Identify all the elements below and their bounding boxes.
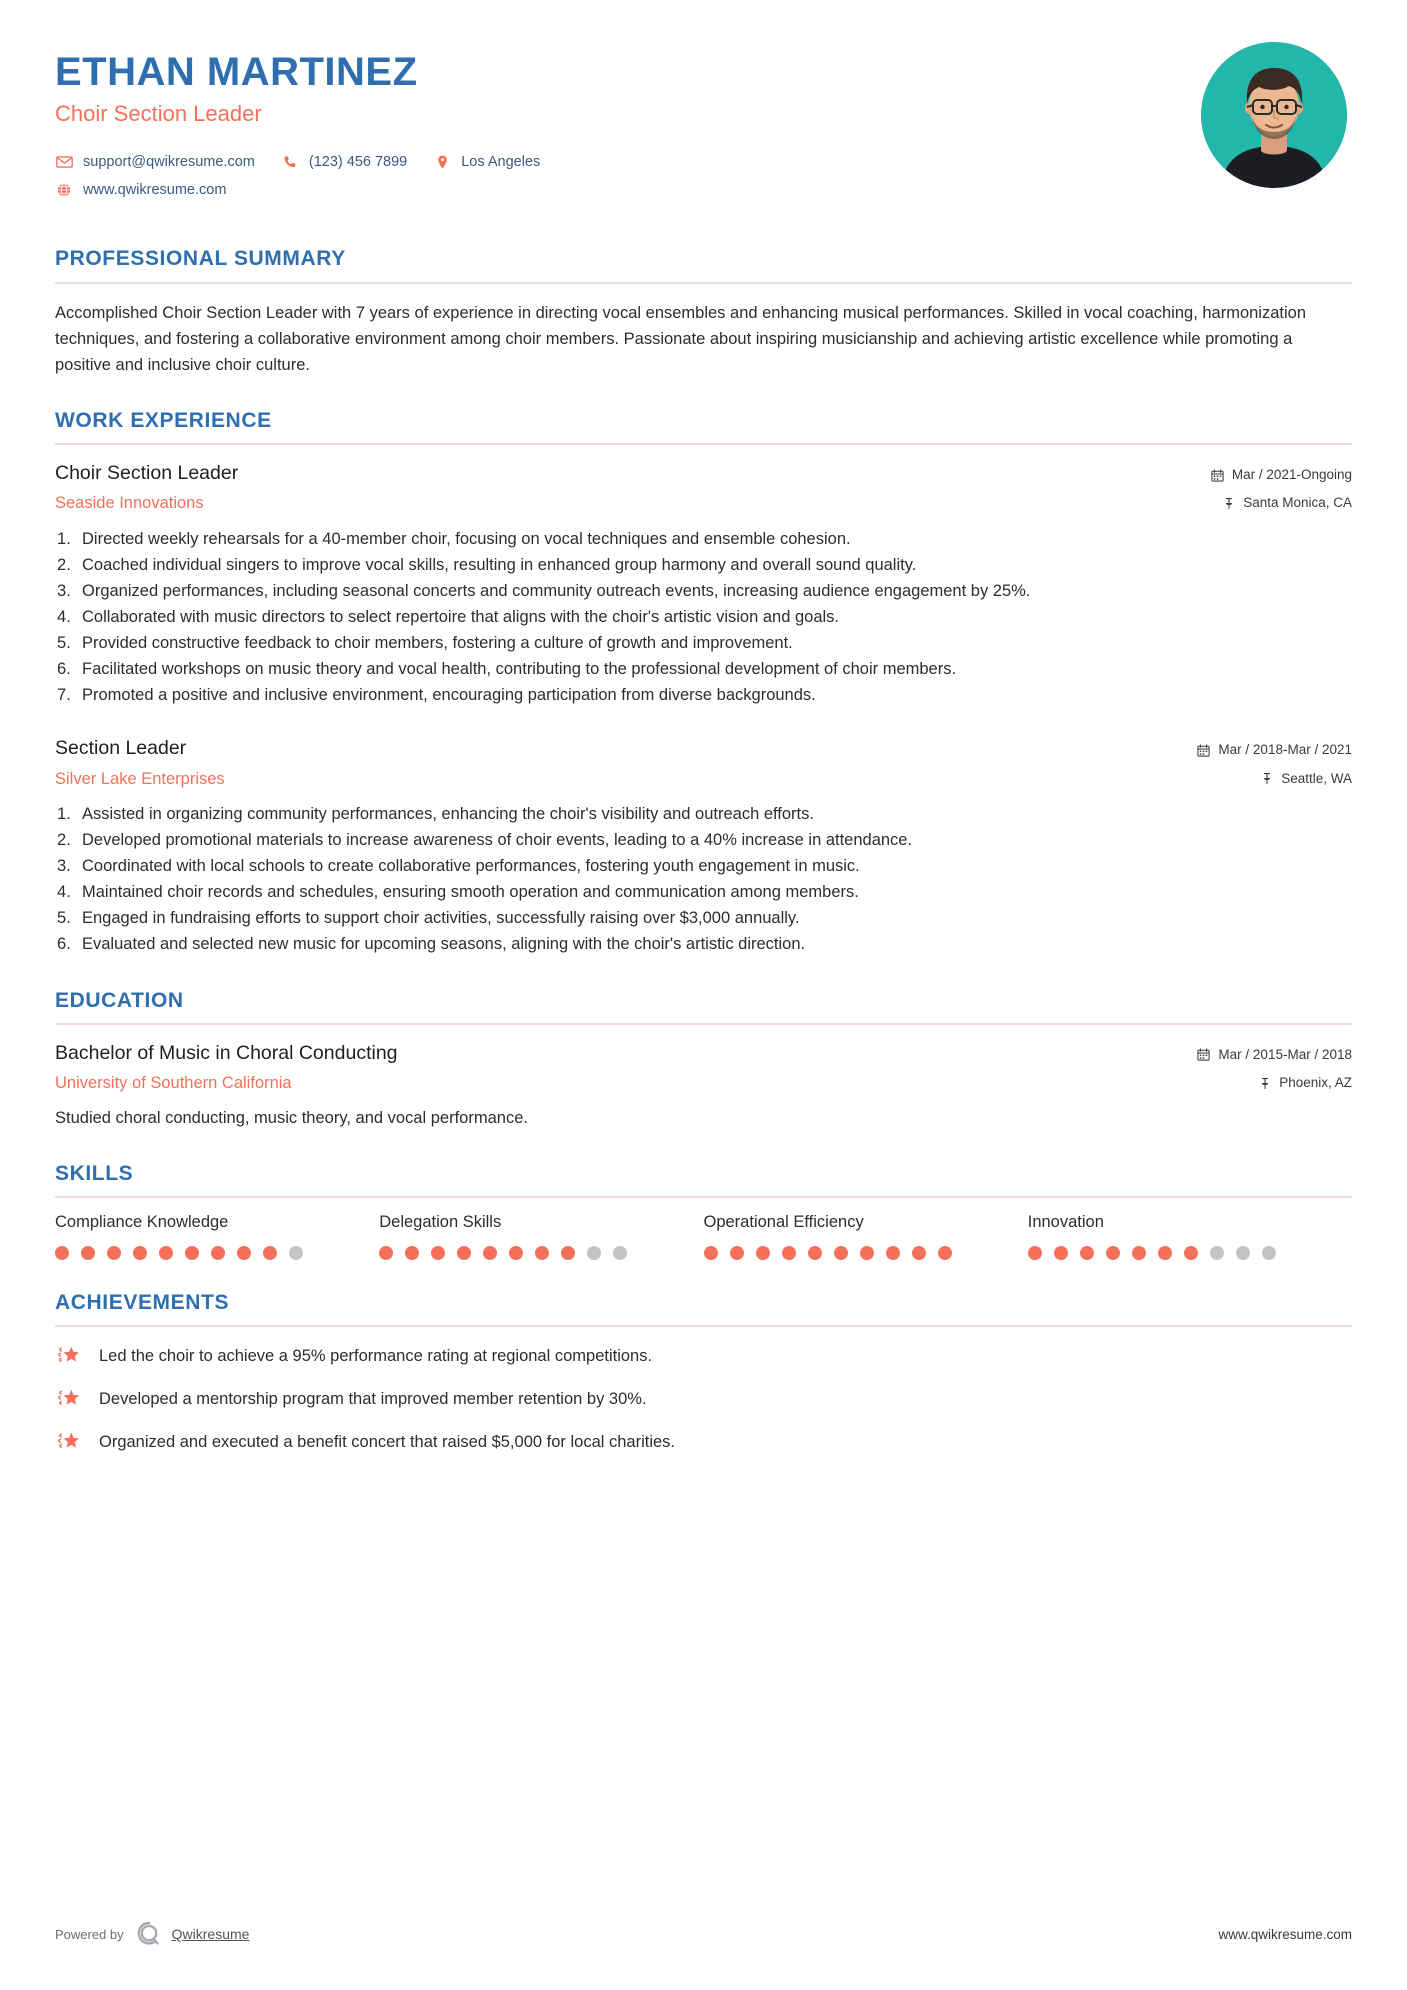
calendar-icon bbox=[1210, 468, 1225, 483]
skill-dot-filled bbox=[1080, 1246, 1094, 1260]
skill-dot-filled bbox=[834, 1246, 848, 1260]
achievement-item bbox=[55, 1429, 1352, 1455]
experience-company: Silver Lake Enterprises bbox=[55, 769, 225, 788]
section-work-experience bbox=[55, 408, 1352, 958]
calendar-icon bbox=[1196, 743, 1211, 758]
skill-dot-filled bbox=[185, 1246, 199, 1260]
skill-dot-filled bbox=[704, 1246, 718, 1260]
achievements-list bbox=[55, 1327, 1352, 1455]
skill-dot-filled bbox=[1158, 1246, 1172, 1260]
pin-icon bbox=[1221, 496, 1236, 511]
section-title-summary: PROFESSIONAL SUMMARY bbox=[55, 247, 346, 271]
education-entry bbox=[55, 1041, 1352, 1131]
bullet-item: Collaborated with music directors to select repertoire that aligns with the choir's artistic vision and goals. bbox=[82, 607, 839, 626]
skill-dot-filled bbox=[535, 1246, 549, 1260]
qwikresume-link[interactable]: Qwikresume bbox=[171, 1926, 250, 1942]
skill-label: Operational Efficiency bbox=[703, 1212, 864, 1231]
skill-dot-filled bbox=[561, 1246, 575, 1260]
star-icon bbox=[55, 1429, 85, 1455]
skill-label: Innovation bbox=[1027, 1212, 1104, 1231]
skill-dot-filled bbox=[912, 1246, 926, 1260]
skill-label: Compliance Knowledge bbox=[55, 1212, 229, 1231]
resume-header bbox=[55, 0, 1352, 216]
bullet-item: Coordinated with local schools to create collaborative performances, fostering youth engagement in music. bbox=[82, 857, 860, 876]
skill-label: Delegation Skills bbox=[379, 1212, 502, 1231]
education-location-text: Phoenix, AZ bbox=[1279, 1074, 1352, 1090]
experience-dates bbox=[1196, 740, 1352, 760]
page-footer bbox=[55, 1878, 1352, 1990]
education-description: Studied choral conducting, music theory, and vocal performance. bbox=[55, 1108, 528, 1127]
experience-location-text: Seattle, WA bbox=[1281, 770, 1352, 786]
education-degree: Bachelor of Music in Choral Conducting bbox=[55, 1041, 398, 1064]
bullet-item: Organized performances, including seasonal concerts and community outreach events, increasing audience engagement by 25%. bbox=[82, 581, 1031, 600]
skill-dot-filled bbox=[808, 1246, 822, 1260]
skill-dot-filled bbox=[1028, 1246, 1042, 1260]
contact-email-text: support@qwikresume.com bbox=[83, 154, 255, 171]
experience-entry bbox=[55, 736, 1352, 957]
skill-dot-filled bbox=[860, 1246, 874, 1260]
contact-website[interactable] bbox=[55, 182, 226, 198]
experience-bullets bbox=[55, 527, 1352, 709]
skill-dot-filled bbox=[237, 1246, 251, 1260]
job-title: Choir Section Leader bbox=[55, 100, 262, 126]
header-identity bbox=[55, 42, 1201, 210]
skill-dot-filled bbox=[509, 1246, 523, 1260]
contact-info bbox=[55, 154, 1201, 198]
location-icon bbox=[433, 154, 451, 170]
skill-rating bbox=[379, 1246, 691, 1260]
skill-dot-empty bbox=[587, 1246, 601, 1260]
avatar bbox=[1201, 42, 1347, 188]
skill-item bbox=[704, 1212, 1028, 1260]
skill-dot-filled bbox=[1106, 1246, 1120, 1260]
globe-icon bbox=[55, 182, 73, 198]
achievement-item bbox=[55, 1386, 1352, 1412]
skill-dot-filled bbox=[457, 1246, 471, 1260]
skill-dot-filled bbox=[379, 1246, 393, 1260]
powered-by-label: Powered by bbox=[55, 1926, 124, 1942]
bullet-item: Evaluated and selected new music for upcoming seasons, aligning with the choir's artistic direction. bbox=[82, 935, 806, 954]
section-title-skills: SKILLS bbox=[55, 1161, 134, 1185]
experience-dates-text: Mar / 2018-Mar / 2021 bbox=[1218, 742, 1352, 758]
skill-rating bbox=[704, 1246, 1016, 1260]
skill-dot-filled bbox=[886, 1246, 900, 1260]
section-title-achievements: ACHIEVEMENTS bbox=[55, 1291, 230, 1315]
contact-row-2 bbox=[55, 182, 1201, 198]
calendar-icon bbox=[1196, 1047, 1211, 1062]
bullet-item: Coached individual singers to improve vocal skills, resulting in enhanced group harmony and overall sound quality. bbox=[82, 555, 917, 574]
skill-dot-filled bbox=[1054, 1246, 1068, 1260]
section-title-experience: WORK EXPERIENCE bbox=[55, 408, 272, 432]
section-achievements bbox=[55, 1290, 1352, 1455]
skill-dot-empty bbox=[1262, 1246, 1276, 1260]
contact-phone[interactable] bbox=[281, 154, 407, 170]
contact-location bbox=[433, 154, 540, 170]
star-icon bbox=[55, 1386, 85, 1412]
contact-phone-text: (123) 456 7899 bbox=[308, 154, 408, 171]
skill-dot-filled bbox=[405, 1246, 419, 1260]
bullet-item: Maintained choir records and schedules, ensuring smooth operation and communication among members. bbox=[82, 883, 859, 902]
experience-role: Section Leader bbox=[55, 737, 187, 760]
star-icon bbox=[55, 1343, 85, 1369]
skill-dot-filled bbox=[55, 1246, 69, 1260]
pin-icon bbox=[1257, 1076, 1272, 1091]
education-school: University of Southern California bbox=[55, 1074, 292, 1093]
contact-email[interactable] bbox=[55, 154, 255, 170]
skill-dot-filled bbox=[730, 1246, 744, 1260]
email-icon bbox=[55, 154, 73, 170]
contact-location-text: Los Angeles bbox=[461, 154, 541, 171]
summary-text: Accomplished Choir Section Leader with 7 years of experience in directing vocal ensembles and enhancing musical performances. Skilled in vocal coaching, harmonization techniques, and fostering a collaborative environment among choir members. Passionate about inspiring musicianship and achieving artistic excellence while promoting a positive and inclusive choir culture. bbox=[55, 303, 1307, 374]
contact-row-1 bbox=[55, 154, 1201, 170]
skill-item bbox=[1028, 1212, 1352, 1260]
qwikresume-logo-icon bbox=[135, 1920, 163, 1948]
skill-dot-filled bbox=[756, 1246, 770, 1260]
skill-rating bbox=[1028, 1246, 1340, 1260]
bullet-item: Provided constructive feedback to choir members, fostering a culture of growth and improvement. bbox=[82, 634, 793, 653]
contact-website-text: www.qwikresume.com bbox=[83, 182, 227, 199]
achievement-text: Organized and executed a benefit concert that raised $5,000 for local charities. bbox=[99, 1433, 676, 1452]
skill-item bbox=[379, 1212, 703, 1260]
section-education bbox=[55, 988, 1352, 1131]
section-skills bbox=[55, 1161, 1352, 1261]
skill-dot-filled bbox=[159, 1246, 173, 1260]
phone-icon bbox=[281, 154, 299, 170]
experience-location bbox=[1210, 493, 1352, 513]
skill-item bbox=[55, 1212, 379, 1260]
skill-dot-filled bbox=[81, 1246, 95, 1260]
footer-url: www.qwikresume.com bbox=[1218, 1926, 1352, 1942]
skill-dot-filled bbox=[483, 1246, 497, 1260]
achievement-text: Led the choir to achieve a 95% performance rating at regional competitions. bbox=[99, 1347, 653, 1366]
skill-dot-empty bbox=[289, 1246, 303, 1260]
experience-location-text: Santa Monica, CA bbox=[1243, 495, 1352, 511]
education-dates bbox=[1196, 1045, 1352, 1065]
bullet-item: Assisted in organizing community performances, enhancing the choir's visibility and outreach efforts. bbox=[82, 805, 814, 824]
page-title: ETHAN MARTINEZ bbox=[55, 50, 418, 94]
bullet-item: Engaged in fundraising efforts to support choir activities, successfully raising over $3,000 annually. bbox=[82, 909, 800, 928]
skill-dot-filled bbox=[211, 1246, 225, 1260]
bullet-item: Directed weekly rehearsals for a 40-member choir, focusing on vocal techniques and ensemble cohesion. bbox=[82, 529, 851, 548]
skills-grid bbox=[55, 1198, 1352, 1260]
pin-icon bbox=[1259, 771, 1274, 786]
bullet-item: Facilitated workshops on music theory and vocal health, contributing to the professional development of choir members. bbox=[82, 660, 957, 679]
skill-dot-filled bbox=[431, 1246, 445, 1260]
skill-dot-empty bbox=[1210, 1246, 1224, 1260]
bullet-item: Developed promotional materials to increase awareness of choir events, leading to a 40% increase in attendance. bbox=[82, 831, 913, 850]
experience-location bbox=[1196, 769, 1352, 789]
skill-dot-filled bbox=[107, 1246, 121, 1260]
skill-dot-filled bbox=[1184, 1246, 1198, 1260]
skill-dot-filled bbox=[938, 1246, 952, 1260]
skill-dot-filled bbox=[133, 1246, 147, 1260]
achievement-item bbox=[55, 1343, 1352, 1369]
experience-dates-text: Mar / 2021-Ongoing bbox=[1231, 466, 1352, 482]
skill-rating bbox=[55, 1246, 367, 1260]
experience-dates bbox=[1210, 465, 1352, 485]
skill-dot-empty bbox=[613, 1246, 627, 1260]
section-title-education: EDUCATION bbox=[55, 988, 184, 1012]
experience-bullets bbox=[55, 802, 1352, 957]
skill-dot-filled bbox=[1132, 1246, 1146, 1260]
achievement-text: Developed a mentorship program that improved member retention by 30%. bbox=[99, 1390, 647, 1409]
section-professional-summary bbox=[55, 246, 1352, 377]
skill-dot-filled bbox=[263, 1246, 277, 1260]
skill-dot-filled bbox=[782, 1246, 796, 1260]
experience-company: Seaside Innovations bbox=[55, 494, 204, 513]
avatar-photo bbox=[1201, 42, 1347, 188]
experience-role: Choir Section Leader bbox=[55, 461, 239, 484]
education-location bbox=[1196, 1073, 1352, 1093]
skill-dot-empty bbox=[1236, 1246, 1250, 1260]
bullet-item: Promoted a positive and inclusive environment, encouraging participation from diverse backgrounds. bbox=[82, 686, 816, 705]
experience-entry bbox=[55, 461, 1352, 708]
education-dates-text: Mar / 2015-Mar / 2018 bbox=[1218, 1046, 1352, 1062]
